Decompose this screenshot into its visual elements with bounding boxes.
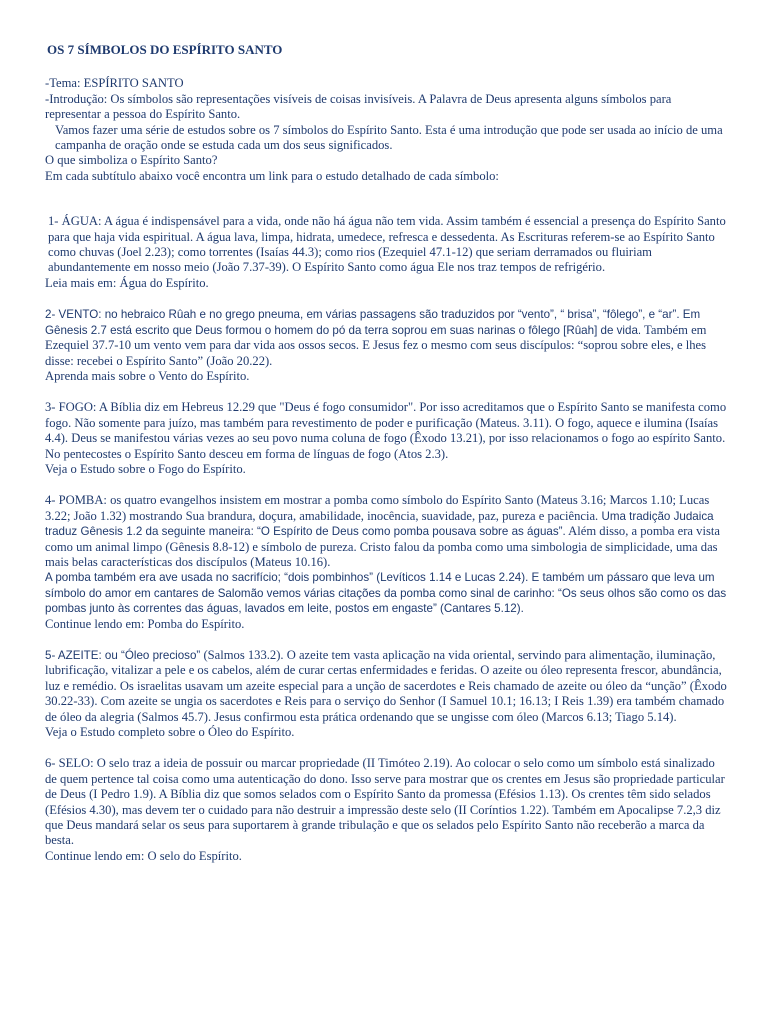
section-selo-body: 6- SELO: O selo traz a ideia de possuir ou marcar propriedade (II Timóteo 2.19). Ao colocar o selo como um símbolo está sinalizado de quem pertence tal coisa como uma autenticação do dono. Isso serve para mostrar que os crentes em Jesus são propriedade particular de Deus (I Pedro 1.9). A Bíblia diz que somos selados com o Espírito Santo da promessa (Efésios 1.13). Os crentes têm sido selados (Efésios 4.30), mas devem ter o cuidado para não destruir a impressão deste selo (II Coríntios 1.22). Também em Apocalipse 7.2,3 diz que Deus mandará selar os seus para suportarem à grande tribulação e que os selados pelo Espírito Santo não receberão a marca da besta. [45,756,725,848]
intro-pergunta: O que simboliza o Espírito Santo? [45,153,218,168]
section-selo-link[interactable]: Continue lendo em: O selo do Espírito. [45,848,242,863]
page-title: OS 7 SÍMBOLOS DO ESPÍRITO SANTO [47,42,283,57]
section-agua-body: 1- ÁGUA: A água é indispensável para a vida, onde não há água não tem vida. Assim também é essencial a presença do Espírito Santo para que haja vida espiritual. A água lava, limpa, hidrata, umedece, refresca e dessedenta. As Escrituras referem-se ao Espírito Santo como chuvas (Joel 2.23); como torrentes (Isaías 44.3); como rios (Ezequiel 47.1-12) que seriam derramados ou fluiriam abundantemente em nosso meio (João 7.37-39). O Espírito Santo como água Ele nos traz tempos de refrigério. [48,214,726,275]
section-pomba-part2: Uma tradição Judaica traduz Gênesis 1.2 da seguinte maneira: “O Espírito de Deus como pomba pousava sobre as águas”. [45,509,714,539]
section-azeite [45,648,728,740]
section-agua [45,214,728,291]
section-pomba [45,493,728,632]
intro-tema: -Tema: ESPÍRITO SANTO [45,76,184,91]
section-pomba-link[interactable]: Continue lendo em: Pomba do Espírito. [45,616,245,631]
section-pomba-body [45,493,728,570]
section-pomba-part4: A pomba também era ave usada no sacrifício; “dois pombinhos” (Levíticos 1.14 e Lucas 2.24). E também um pássaro que leva um símbolo do amor em cantares de Salomão vemos várias citações da pomba como sinal de carinho: “Os seus olhos são como os das pombas junto às correntes das águas, lavados em leite, postos em engaste” (Cantares 5.12). [45,571,727,616]
section-vento-part2: Também em Ezequiel 37.7-10 um vento vem para dar vida aos ossos secos. E Jesus fez o mesmo com seus discípulos: “soprou sobre eles, e lhes disse: recebei o Espírito Santo” (João 20.22). [45,322,707,368]
section-fogo-link[interactable]: Veja o Estudo sobre o Fogo do Espírito. [45,461,246,476]
section-agua-link[interactable]: Leia mais em: Água do Espírito. [45,275,209,290]
section-pomba-part1: 4- POMBA: os quatro evangelhos insistem em mostrar a pomba como símbolo do Espírito Santo (Mateus 3.16; Marcos 1.10; Lucas 3.22; João 1.32) mostrando Sua brandura, doçura, amabilidade, inocência, suavidade, paz, pureza e paciência. [45,493,710,523]
section-azeite-part1: 5- AZEITE: ou “Óleo precioso” [45,649,201,662]
section-azeite-body [45,648,728,725]
intro-introducao: -Introdução: Os símbolos são representações visíveis de coisas invisíveis. A Palavra de Deus apresenta alguns símbolos para representar a pessoa do Espírito Santo. [45,91,672,122]
section-pomba-part3: Além disso, a pomba era vista como um animal limpo (Gênesis 8.8-12) e símbolo de pureza. Cristo falou da pomba como uma simbologia de simplicidade, uma das mais belas características dos discípulos (Mateus 10.16). [45,524,720,569]
section-azeite-link[interactable]: Veja o Estudo completo sobre o Óleo do Espírito. [45,725,295,740]
section-vento-part1: 2- VENTO: no hebraico Rûah e no grego pneuma, em várias passagens são traduzidos por “vento”, “ brisa”, “fôlego”, e “ar”. Em Gênesis 2.7 está escrito que Deus formou o homem do pó da terra soprou em suas narinas o fôlego [Rûah] de vida. [45,308,701,337]
section-vento-link[interactable]: Aprenda mais sobre o Vento do Espírito. [45,368,250,383]
section-azeite-part2: (Salmos 133.2). O azeite tem vasta aplicação na vida oriental, servindo para alimentação, iluminação, lubrificação, vitalizar a pele e os cabelos, além de curar certas enfermidades e feridas. O azeite ou óleo representa frescor, abundância, luz e remédio. Os israelitas usavam um azeite especial para a unção de sacerdotes e Reis chamado de azeite ou óleo da “unção” (Êxodo 30.22-33). Com azeite se ungia os sacerdotes e Reis para o serviço do Senhor (I Samuel 10.1; 16.13; I Reis 1.39) era também chamado de óleo da alegria (Salmos 45.7). Jesus confirmou esta prática ordenando que se ungisse com óleo (Marcos 6.13; Tiago 5.14). [45,648,727,724]
section-vento-body [45,307,728,369]
section-fogo [45,400,728,477]
intro-estudos: Vamos fazer uma série de estudos sobre os 7 símbolos do Espírito Santo. Esta é uma introdução que pode ser usada ao início de uma campanha de oração onde se estuda cada um dos seus significados. [55,122,723,153]
intro-subtitulo: Em cada subtítulo abaixo você encontra um link para o estudo detalhado de cada símbolo: [45,168,499,183]
section-selo [45,756,728,864]
section-vento [45,307,728,384]
section-fogo-body: 3- FOGO: A Bíblia diz em Hebreus 12.29 que "Deus é fogo consumidor". Por isso acreditamos que o Espírito Santo se manifesta como fogo. Não somente para juízo, mas também para revestimento de poder e purificação (Mateus. 3.11). O fogo, aquece e ilumina (Isaías 4.4). Deus se manifestou várias vezes ao seu povo numa coluna de fogo (Êxodo 13.21), por isso relacionamos o fogo ao espírito Santo. No pentecostes o Espírito Santo desceu em forma de línguas de fogo (Atos 2.3). [45,400,727,461]
